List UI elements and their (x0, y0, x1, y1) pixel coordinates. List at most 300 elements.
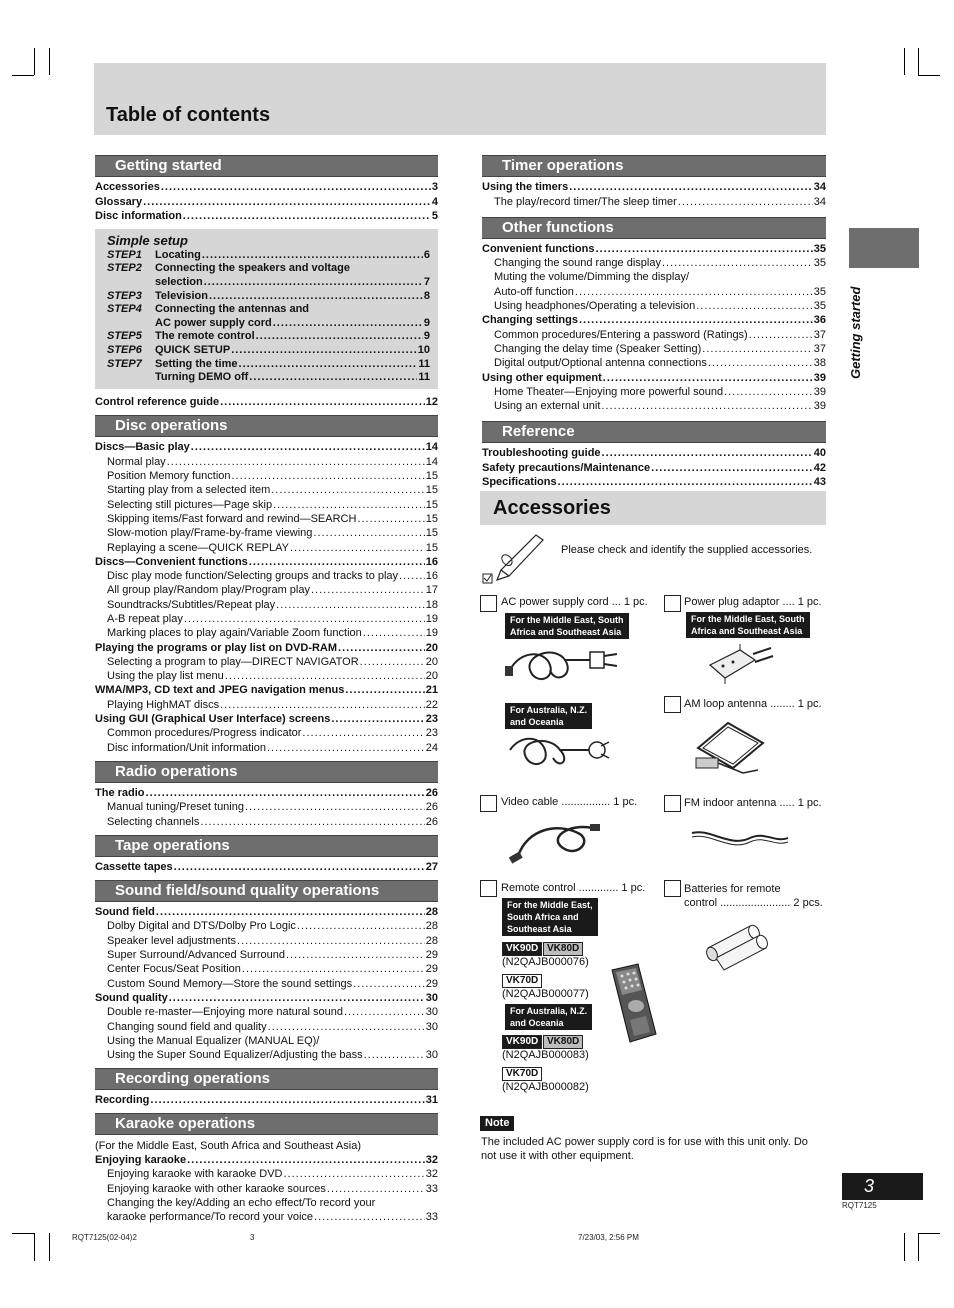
toc-entry[interactable] (95, 1181, 438, 1195)
remote-code: (N2QAJB000077) (502, 988, 589, 1000)
pen-checklist-icon (481, 530, 551, 585)
toc-entry[interactable] (482, 356, 826, 370)
toc-entry[interactable] (482, 399, 826, 413)
toc-entry-page: 31 (425, 1094, 438, 1107)
toc-entry-label: Using headphones/Operating a television (494, 300, 696, 313)
dot-leader (360, 655, 425, 669)
toc-entry-label: WMA/MP3, CD text and JPEG navigation menus (95, 684, 345, 697)
plug-adaptor-label: Power plug adaptor .... 1 pc. (684, 596, 822, 608)
side-label-text: Getting started (848, 286, 863, 379)
toc-entry-page: 15 (425, 527, 438, 540)
toc-entry-page: 37 (813, 342, 826, 355)
footer-right: 7/23/03, 2:56 PM (578, 1233, 639, 1242)
toc-entry[interactable] (482, 342, 826, 356)
remote-checkbox[interactable] (480, 880, 497, 897)
toc-entry[interactable] (95, 640, 438, 654)
toc-entry-page: 24 (425, 741, 438, 754)
toc-entry-label: Skipping items/Fast forward and rewind—SEARCH (107, 512, 357, 525)
dot-leader (331, 712, 424, 726)
toc-entry-page: 26 (425, 786, 438, 799)
section-header: Timer operations (482, 155, 826, 177)
toc-entry-label: Starting play from a selected item (107, 484, 271, 497)
toc-entry[interactable] (95, 1034, 438, 1048)
dot-leader (595, 242, 812, 256)
toc-entry-label: Using GUI (Graphical User Interface) screens (95, 713, 331, 726)
dot-leader (749, 328, 813, 342)
setup-step[interactable] (107, 290, 430, 304)
dot-leader (575, 285, 813, 299)
toc-entry[interactable] (482, 194, 826, 208)
dot-leader (156, 905, 425, 919)
toc-entry-page: 38 (813, 357, 826, 370)
toc-entry[interactable] (95, 1153, 438, 1167)
toc-entry[interactable] (95, 786, 438, 800)
setup-step-page: 8 (423, 289, 430, 302)
toc-entry-page: 39 (813, 371, 826, 384)
toc-entry[interactable] (95, 395, 438, 409)
toc-entry-page: 12 (425, 396, 438, 409)
setup-step-label: Turning DEMO off (155, 371, 249, 384)
toc-entry[interactable] (482, 370, 826, 384)
crop-mark (49, 1233, 50, 1261)
toc-entry-page: 17 (425, 584, 438, 597)
toc-entry-page: 29 (425, 977, 438, 990)
toc-entry-page: 29 (425, 963, 438, 976)
dot-leader (314, 1210, 425, 1224)
section-header: Recording operations (95, 1068, 438, 1090)
setup-step-page: 6 (423, 248, 430, 261)
toc-section (482, 217, 826, 414)
toc-entry-page: 35 (813, 242, 826, 255)
toc-entry[interactable] (95, 860, 438, 874)
toc-entry[interactable] (482, 327, 826, 341)
toc-entry[interactable] (95, 976, 438, 990)
dot-leader (357, 512, 424, 526)
doc-code: RQT7125 (842, 1201, 877, 1210)
toc-section (482, 421, 826, 489)
toc-entry-label: (For the Middle East, South Africa and Southeast Asia) (95, 1139, 361, 1152)
toc-entry-label: Auto-off function (494, 285, 574, 298)
toc-section (95, 415, 438, 755)
dot-leader (225, 669, 425, 683)
toc-entry-page: 14 (425, 441, 438, 454)
toc-entry[interactable] (95, 1210, 438, 1224)
toc-entry-label: Changing the delay time (Speaker Setting) (494, 342, 702, 355)
dot-leader (286, 948, 425, 962)
toc-entry-page: 27 (425, 860, 438, 873)
toc-entry-label: Slow-motion play/Frame-by-frame viewing (107, 527, 313, 540)
toc-entry[interactable] (482, 475, 826, 489)
toc-entry[interactable] (95, 512, 438, 526)
toc-entry[interactable] (95, 948, 438, 962)
toc-entry-page: 16 (425, 570, 438, 583)
toc-section-list (95, 1093, 438, 1107)
toc-entry[interactable] (95, 1093, 438, 1107)
setup-step-number: STEP7 (107, 357, 142, 370)
toc-entry-page: 33 (425, 1182, 438, 1195)
toc-entry-label: Disc information (95, 209, 182, 222)
toc-entry[interactable] (95, 626, 438, 640)
toc-entry-label: Selecting channels (107, 815, 200, 828)
toc-entry-label: Troubleshooting guide (482, 447, 601, 460)
toc-entry-label: Manual tuning/Preset tuning (107, 801, 244, 814)
ac-cord-australia-illustration (505, 730, 615, 775)
dot-leader (273, 317, 423, 331)
model-badge-vk90d: VK90D (502, 1035, 542, 1049)
toc-entry-label: Using other equipment (482, 371, 602, 384)
setup-step-label: selection (155, 276, 203, 289)
dot-leader (256, 330, 423, 344)
toc-entry-label: Playing HighMAT discs (107, 698, 220, 711)
toc-entry-label: Discs—Basic play (95, 441, 190, 454)
batteries-label-line1: Batteries for remote (684, 883, 781, 895)
crop-mark (918, 1233, 940, 1234)
dot-leader (268, 1020, 425, 1034)
toc-entry-label: Playing the programs or play list on DVD-RAM (95, 641, 338, 654)
toc-entry-page: 15 (425, 470, 438, 483)
toc-entry-label: Disc play mode function/Selecting groups and tracks to play (107, 570, 399, 583)
toc-entry[interactable] (95, 712, 438, 726)
toc-entry[interactable] (95, 740, 438, 754)
crop-mark (918, 75, 940, 76)
toc-entry-page: 39 (813, 385, 826, 398)
dot-leader (399, 569, 425, 583)
toc-entry[interactable] (95, 697, 438, 711)
crop-mark (34, 1233, 35, 1261)
toc-entry[interactable] (482, 256, 826, 270)
setup-step-text (155, 290, 430, 304)
setup-step[interactable] (107, 276, 430, 290)
toc-entry[interactable] (482, 460, 826, 474)
toc-entry-label: Accessories (95, 181, 160, 194)
toc-entry-page: 15 (425, 498, 438, 511)
toc-entry[interactable] (95, 440, 438, 454)
toc-entry[interactable] (95, 555, 438, 569)
setup-step-number: STEP4 (107, 303, 142, 316)
setup-step-number (107, 371, 155, 385)
region-badge-mesa: For the Middle East, South Africa and Southeast Asia (502, 898, 598, 936)
batteries-illustration (700, 918, 775, 973)
toc-entry[interactable] (95, 180, 438, 194)
section-header: Tape operations (95, 835, 438, 857)
setup-step-page: 9 (423, 330, 430, 343)
toc-entry-label: Convenient functions (482, 242, 595, 255)
accessories-intro: Please check and identify the supplied accessories. (561, 544, 813, 556)
toc-entry-page: 15 (425, 541, 438, 554)
toc-entry[interactable] (95, 1005, 438, 1019)
toc-section-list (482, 446, 826, 489)
dot-leader (344, 1005, 425, 1019)
section-header: Reference (482, 421, 826, 443)
setup-step[interactable] (107, 249, 430, 263)
dot-leader (200, 815, 424, 829)
toc-entry[interactable] (95, 583, 438, 597)
toc-entry[interactable] (95, 683, 438, 697)
video-cable-label: Video cable ................ 1 pc. (501, 796, 638, 808)
toc-entry[interactable] (95, 962, 438, 976)
toc-entry[interactable] (482, 313, 826, 327)
toc-entry-page: 16 (425, 555, 438, 568)
toc-entry[interactable] (95, 612, 438, 626)
setup-step-text (155, 249, 430, 263)
setup-step-label: Locating (155, 248, 201, 261)
dot-leader (579, 313, 813, 327)
dot-leader (601, 399, 812, 413)
toc-entry[interactable] (482, 180, 826, 194)
dot-leader (662, 256, 813, 270)
simple-setup-steps (107, 249, 430, 385)
toc-section-list (95, 860, 438, 874)
dot-leader (363, 626, 425, 640)
batteries-checkbox[interactable] (664, 880, 681, 897)
toc-entry-page: 33 (425, 1211, 438, 1224)
toc-section-list (95, 905, 438, 1062)
toc-entry-label: Muting the volume/Dimming the display/ (494, 271, 690, 284)
toc-entry-label: Dolby Digital and DTS/Dolby Pro Logic (107, 920, 296, 933)
model-badge-vk80d: VK80D (543, 1035, 583, 1049)
toc-entry[interactable] (95, 469, 438, 483)
toc-entry[interactable] (482, 385, 826, 399)
setup-step[interactable] (107, 303, 430, 317)
toc-entry-page: 19 (425, 612, 438, 625)
toc-entry-label: Super Surround/Advanced Surround (107, 949, 285, 962)
toc-entry-page: 30 (425, 991, 438, 1004)
toc-entry-label: Marking places to play again/Variable Zoom function (107, 627, 362, 640)
plug-adaptor-checkbox[interactable] (664, 595, 681, 612)
dot-leader (558, 475, 813, 489)
setup-step-text (155, 330, 430, 344)
dot-leader (209, 290, 423, 304)
dot-leader (267, 741, 425, 755)
model-badge-vk90d: VK90D (502, 942, 542, 956)
dot-leader (143, 195, 431, 209)
setup-step[interactable] (107, 358, 430, 372)
remote-code: (N2QAJB000082) (502, 1081, 589, 1093)
setup-step-number: STEP5 (107, 330, 142, 343)
toc-entry-page: 4 (431, 195, 438, 208)
toc-entry[interactable] (95, 1196, 438, 1210)
setup-step-page: 10 (417, 344, 430, 357)
toc-entry[interactable] (95, 1138, 438, 1152)
page-title: Table of contents (106, 104, 271, 126)
toc-entry[interactable] (482, 270, 826, 284)
toc-section-list (95, 440, 438, 755)
dot-leader (273, 498, 425, 512)
dot-leader (724, 385, 813, 399)
toc-entry-label: Soundtracks/Subtitles/Repeat play (107, 598, 276, 611)
dot-leader (169, 991, 425, 1005)
toc-entry-label: Position Memory function (107, 470, 231, 483)
toc-entry[interactable] (95, 194, 438, 208)
video-cable-illustration (508, 818, 603, 866)
dot-leader (651, 461, 813, 475)
dot-leader (364, 1048, 425, 1062)
toc-entry-page: 35 (813, 285, 826, 298)
toc-entry[interactable] (95, 1019, 438, 1033)
toc-entry[interactable] (95, 1048, 438, 1062)
toc-entry[interactable] (95, 933, 438, 947)
ac-cord-checkbox[interactable] (480, 595, 497, 612)
toc-entry-label: Selecting a program to play—DIRECT NAVIGATOR (107, 655, 359, 668)
simple-setup-title: Simple setup (107, 232, 188, 248)
section-header: Other functions (482, 217, 826, 239)
toc-entry-label: A-B repeat play (107, 612, 183, 625)
setup-step[interactable] (107, 330, 430, 344)
toc-entry-label: Normal play (107, 455, 166, 468)
toc-entry[interactable] (482, 242, 826, 256)
toc-entry[interactable] (95, 814, 438, 828)
dot-leader (345, 683, 424, 697)
setup-step-number: STEP2 (107, 262, 142, 275)
setup-step-number: STEP3 (107, 289, 142, 302)
toc-entry[interactable] (95, 726, 438, 740)
dot-leader (245, 800, 425, 814)
toc-entry-page: 42 (813, 461, 826, 474)
setup-step-number (107, 276, 155, 290)
accessories-title: Accessories (493, 497, 611, 519)
dot-leader (174, 860, 425, 874)
setup-step-label: Connecting the speakers and voltage (155, 262, 350, 275)
toc-section (95, 1068, 438, 1107)
setup-step-text (155, 317, 430, 331)
toc-section (95, 880, 438, 1062)
toc-entry[interactable] (95, 905, 438, 919)
setup-step-number: STEP1 (107, 248, 142, 261)
dot-leader (249, 371, 417, 385)
dot-leader (187, 1153, 425, 1167)
toc-entry[interactable] (95, 1167, 438, 1181)
toc-entry-label: Disc information/Unit information (107, 741, 266, 754)
batteries-label-line2: control ....................... 2 pcs. (684, 897, 823, 909)
toc-entry-page: 18 (425, 598, 438, 611)
toc-entry[interactable] (95, 209, 438, 223)
setup-step[interactable] (107, 344, 430, 358)
section-header: Sound field/sound quality operations (95, 880, 438, 902)
dot-leader (302, 726, 424, 740)
toc-entry-label: Enjoying karaoke with other karaoke sources (107, 1182, 326, 1195)
toc-entry[interactable] (95, 597, 438, 611)
title-band (94, 63, 826, 135)
toc-entry-label: Sound field (95, 906, 155, 919)
toc-entry-label: Custom Sound Memory—Store the sound settings (107, 977, 353, 990)
toc-entry-page: 5 (431, 209, 438, 222)
toc-section-list (482, 242, 826, 414)
toc-left-column (95, 155, 438, 1224)
toc-entry-page: 43 (813, 476, 826, 489)
toc-entry-page: 37 (813, 328, 826, 341)
dot-leader (290, 541, 425, 555)
setup-step-text (155, 262, 430, 276)
toc-entry[interactable] (95, 991, 438, 1005)
toc-entry-label: Using the Manual Equalizer (MANUAL EQ)/ (107, 1034, 320, 1047)
am-antenna-checkbox[interactable] (664, 696, 681, 713)
dot-leader (161, 180, 431, 194)
crop-mark (34, 48, 35, 75)
toc-entry[interactable] (95, 454, 438, 468)
video-cable-checkbox[interactable] (480, 795, 497, 812)
simple-setup-box (95, 229, 438, 389)
am-antenna-label: AM loop antenna ........ 1 pc. (684, 698, 822, 710)
toc-entry[interactable] (482, 299, 826, 313)
setup-step[interactable] (107, 371, 430, 385)
toc-entry-label: Selecting still pictures—Page skip (107, 498, 273, 511)
crop-mark (918, 48, 919, 75)
toc-entry-page: 34 (813, 181, 826, 194)
dot-leader (184, 612, 425, 626)
setup-step-page: 7 (423, 276, 430, 289)
toc-entry-page: 40 (813, 447, 826, 460)
toc-section (95, 835, 438, 874)
toc-entry-page: 30 (425, 1049, 438, 1062)
setup-step-label: QUICK SETUP (155, 344, 231, 357)
toc-entry-label: Changing settings (482, 314, 578, 327)
fm-antenna-checkbox[interactable] (664, 795, 681, 812)
setup-step-page: 11 (418, 357, 430, 370)
toc-entry[interactable] (95, 919, 438, 933)
toc-entry-label: The radio (95, 786, 145, 799)
dot-leader (146, 786, 425, 800)
plug-adaptor-illustration (705, 640, 775, 685)
toc-entry-page: 14 (425, 455, 438, 468)
toc-entry-page: 28 (425, 906, 438, 919)
toc-entry-page: 29 (425, 949, 438, 962)
section-header: Radio operations (95, 761, 438, 783)
region-badge-australia: For Australia, N.Z. and Oceania (505, 703, 592, 729)
toc-entry[interactable] (482, 284, 826, 298)
toc-entry[interactable] (482, 446, 826, 460)
toc-entry-label: Replaying a scene—QUICK REPLAY (107, 541, 289, 554)
toc-entry-page: 15 (425, 512, 438, 525)
toc-entry[interactable] (95, 483, 438, 497)
dot-leader (191, 440, 425, 454)
toc-entry-page: 19 (425, 627, 438, 640)
note-tag: Note (480, 1116, 514, 1131)
dot-leader (249, 555, 425, 569)
am-antenna-illustration (688, 718, 768, 778)
region-badge-mesa: For the Middle East, South Africa and Southeast Asia (686, 612, 810, 638)
toc-entry[interactable] (95, 669, 438, 683)
toc-section (95, 1113, 438, 1224)
setup-step[interactable] (107, 262, 430, 276)
setup-step-label: AC power supply cord (155, 316, 272, 329)
toc-entry-label: Changing sound field and quality (107, 1020, 267, 1033)
setup-step[interactable] (107, 317, 430, 331)
section-header: Disc operations (95, 415, 438, 437)
dot-leader (603, 371, 813, 385)
dot-leader (183, 209, 431, 223)
toc-entry[interactable] (95, 655, 438, 669)
ac-cord-mesa-illustration (505, 640, 620, 690)
toc-entry-label: Digital output/Optional antenna connections (494, 357, 707, 370)
toc-entry[interactable] (95, 526, 438, 540)
model-badge-vk80d: VK80D (543, 942, 583, 956)
toc-entry[interactable] (95, 540, 438, 554)
toc-entry[interactable] (95, 497, 438, 511)
toc-entry[interactable] (95, 569, 438, 583)
dot-leader (327, 1182, 425, 1196)
toc-section (482, 155, 826, 209)
remote-control-illustration (608, 962, 660, 1044)
dot-leader (696, 299, 813, 313)
toc-entry-page: 28 (425, 934, 438, 947)
toc-entry-label: Sound quality (95, 991, 168, 1004)
side-label (846, 275, 868, 380)
dot-leader (276, 598, 425, 612)
toc-entry[interactable] (95, 800, 438, 814)
dot-leader (167, 455, 425, 469)
dot-leader (239, 358, 418, 372)
toc-entry-label: Enjoying karaoke (95, 1154, 187, 1166)
